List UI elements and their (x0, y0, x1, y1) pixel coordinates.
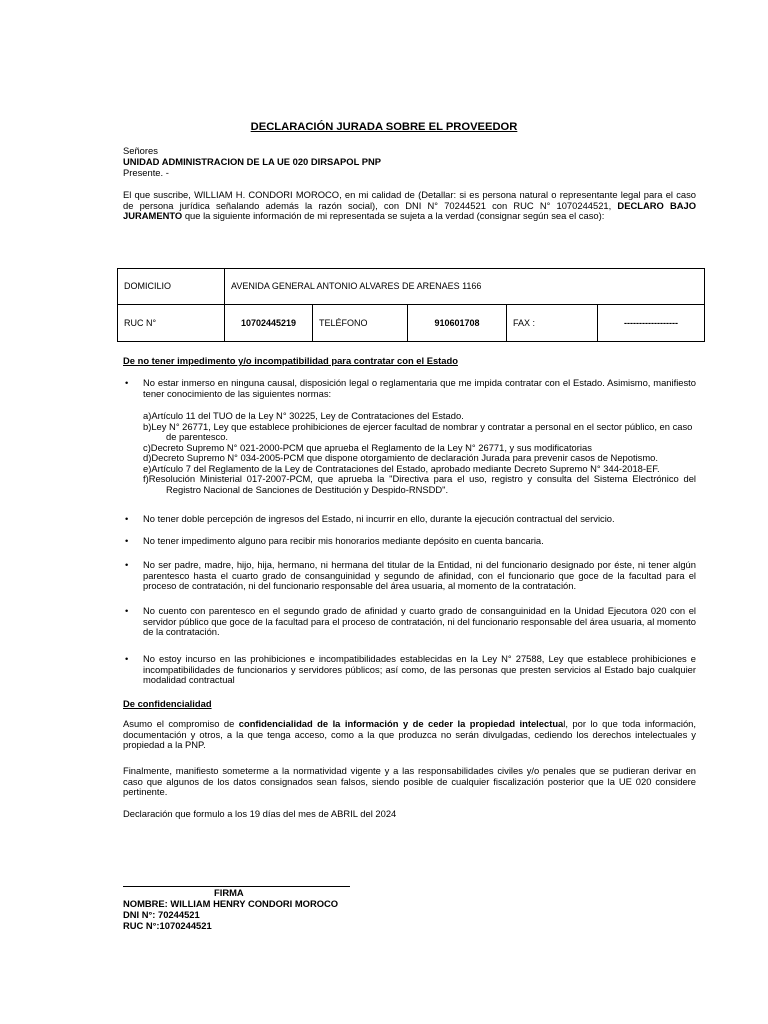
confidentiality-paragraph (123, 719, 696, 751)
signer-ruc: RUC N°:1070244521 (123, 920, 212, 931)
bullet-list-5 (123, 606, 696, 638)
domicilio-value: AVENIDA GENERAL ANTONIO ALVARES DE ARENAES 1166 (225, 269, 705, 305)
domicilio-label: DOMICILIO (118, 269, 225, 305)
section-heading-impedimento: De no tener impedimento y/o incompatibilidad para contratar con el Estado (123, 355, 458, 366)
intro-declaration: DECLARO BAJO JURAMENTO (123, 199, 696, 222)
conf-bold: confidencialidad de la información y de ceder la propiedad intelectua (238, 718, 564, 729)
list-item: • No ser padre, madre, hijo, hija, hermano, ni hermana del titular de la Entidad, ni del funcionario designado por éste, ni tener algún parentesco hasta el cuarto grado de consanguinidad y segundo de afinidad, con el funcionario que goce de la facultad para el proceso de contratación, ni del funcionario responsable del área usuaria, al momento de la contratación. (123, 560, 696, 592)
firma-label: FIRMA (214, 887, 244, 898)
fax-value: ------------------ (598, 305, 705, 342)
list-item: • No estoy incurso en las prohibiciones e incompatibilidades establecidas en la Ley N° 27588, Ley que establece prohibiciones e incompatibilidades de funcionarios y servidores públicos; así como, de las personas que presten servicios al Estado bajo cualquier modalidad contractual (123, 654, 696, 686)
norm-item: c)Decreto Supremo N° 021-2000-PCM que aprueba el Reglamento de la Ley N° 26771, y sus modificatorias (143, 441, 592, 453)
conf-text-1: Asumo el compromiso de (123, 718, 239, 729)
intro-text-2: que la siguiente información de mi representada se sujeta a la verdad (consignar según sea el caso): (182, 210, 605, 222)
section-heading-confidencialidad: De confidencialidad (123, 698, 212, 709)
ruc-value: 10702445219 (225, 305, 313, 342)
intro-paragraph (123, 190, 696, 222)
bullet-list-4 (123, 560, 696, 592)
date-line: Declaración que formulo a los 19 días del mes de ABRIL del 2024 (123, 808, 397, 819)
table-row (118, 269, 705, 305)
presente-line: Presente. - (123, 167, 169, 178)
bullet-list-1 (123, 378, 696, 399)
addressee: UNIDAD ADMINISTRACION DE LA UE 020 DIRSAPOL PNP (123, 156, 382, 167)
salutation: Señores (123, 145, 158, 156)
norms-list (143, 411, 696, 495)
list-item: • No estar inmerso en ninguna causal, disposición legal o reglamentaria que me impida contratar con el Estado. Asimismo, manifiesto tener conocimiento de las siguientes normas: (123, 378, 696, 399)
fax-label: FAX : (507, 305, 598, 342)
final-paragraph: Finalmente, manifiesto someterme a la normatividad vigente y a las responsabilidades civiles y/o penales que se pudieran derivar en caso que algunos de los datos consignados sean falsos, siendo posible de cualquier fiscalización posterior que la UE 020 considere pertinente. (123, 765, 696, 798)
supplier-info-table (117, 268, 705, 342)
norm-item: e)Artículo 7 del Reglamento de la Ley de Contrataciones del Estado, aprobado mediante Decreto Supremo N° 344-2018-EF. (143, 462, 660, 474)
document-title: DECLARACIÓN JURADA SOBRE EL PROVEEDOR (250, 121, 518, 133)
telefono-value: 910601708 (408, 305, 507, 342)
list-item: • No cuento con parentesco en el segundo grado de afinidad y cuarto grado de consanguinidad en la Unidad Ejecutora 020 con el servidor público que goce de la facultad para el proceso de contratación, ni del funcionario responsable del área usuaria, al momento de la contratación. (123, 606, 696, 638)
telefono-label: TELÉFONO (313, 305, 408, 342)
table-row (118, 305, 705, 342)
norm-item: a)Artículo 11 del TUO de la Ley N° 30225, Ley de Contrataciones del Estado. (143, 410, 464, 421)
bullet-list-3 (123, 536, 696, 547)
conf-text-2: l, por lo que toda información, documentación y otros, a la que tenga acceso, como a la que produzca no serán divulgadas, cediendo los derechos intelectuales y propiedad a la PNP. (123, 718, 696, 751)
norm-item: d)Decreto Supremo N° 034-2005-PCM que dispone otorgamiento de declaración Jurada para prevenir casos de Nepotismo. (143, 452, 658, 464)
intro-text-1: El que suscribe, WILLIAM H. CONDORI MOROCO, en mi calidad de (Detallar: si es persona natural o representante legal para el caso de persona jurídica señalando además la razón social), con DNI N° 70244521 con RUC N° 1070244521, (123, 189, 696, 211)
bullet-list-2 (123, 514, 696, 525)
list-item: • No tener doble percepción de ingresos del Estado, ni incurrir en ello, durante la ejecución contractual del servicio. (123, 514, 696, 525)
signer-dni: DNI N°: 70244521 (123, 909, 200, 920)
ruc-label: RUC N° (118, 305, 225, 342)
signer-name: NOMBRE: WILLIAM HENRY CONDORI MOROCO (123, 898, 339, 909)
norm-item: f)Resolución Ministerial 017-2007-PCM, que aprueba la "Directiva para el uso, registro y consulta del Sistema Electrónico del Registro Nacional de Sanciones de Destitución y Despido-RNSDD". (143, 473, 696, 495)
list-item: • No tener impedimento alguno para recibir mis honorarios mediante depósito en cuenta bancaria. (123, 536, 696, 547)
norm-item: b)Ley N° 26771, Ley que establece prohibiciones de ejercer facultad de nombrar y contratar a personal en el sector público, en caso de parentesco. (143, 420, 693, 443)
bullet-list-6 (123, 654, 696, 686)
